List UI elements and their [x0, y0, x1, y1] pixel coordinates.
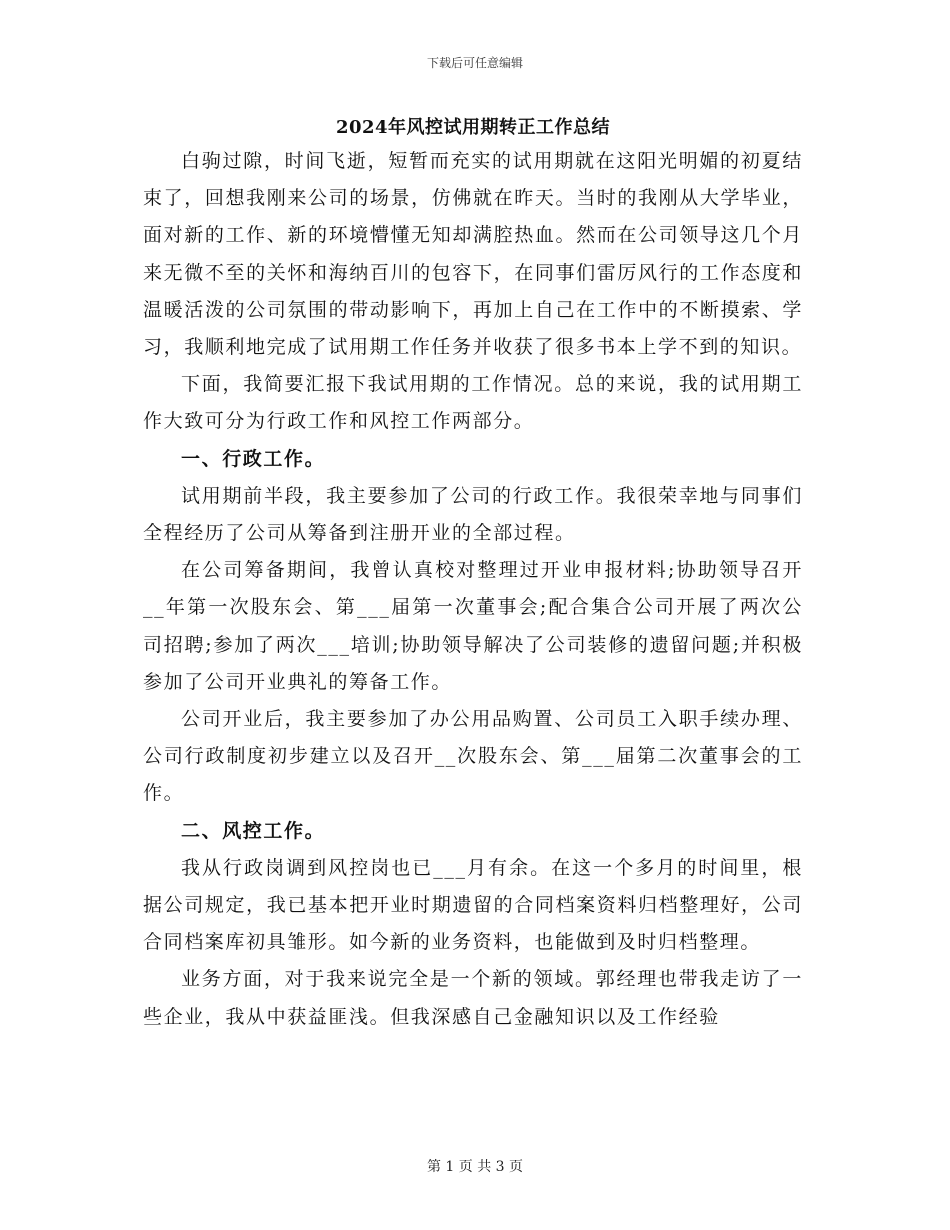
page-header-note: 下载后可任意编辑 — [426, 56, 523, 70]
paragraph-risk-2: 业务方面，对于我来说完全是一个新的领域。郭经理也带我走访了一些企业，我从中获益匪浅。但我深感自己金融知识以及工作经验 — [143, 968, 803, 1028]
document-title: 2024年风控试用期转正工作总结 — [335, 117, 611, 138]
paragraph-overview: 下面，我简要汇报下我试用期的工作情况。总的来说，我的试用期工作大致可分为行政工作和风控工作两部分。 — [143, 373, 803, 433]
paragraph-admin-2: 在公司筹备期间，我曾认真校对整理过开业申报材料;协助领导召开__年第一次股东会、第___届第一次董事会;配合集合公司开展了两次公司招聘;参加了两次___培训;协助领导解决了公司装修的遗留问题;并积极参加了公司开业典礼的筹备工作。 — [143, 559, 803, 693]
page-footer-page-number: 第 1 页 共 3 页 — [426, 1159, 524, 1175]
document-body — [143, 113, 803, 1036]
section-heading-risk: 二、风控工作。 — [181, 819, 326, 842]
paragraph-risk-1: 我从行政岗调到风控岗也已___月有余。在这一个多月的时间里，根据公司规定，我已基本把开业时期遗留的合同档案资料归档整理好，公司合同档案库初具雏形。如今新的业务资料，也能做到及时归档整理。 — [143, 856, 803, 954]
paragraph-admin-1: 试用期前半段，我主要参加了公司的行政工作。我很荣幸地与同事们全程经历了公司从筹备到注册开业的全部过程。 — [143, 484, 803, 545]
paragraph-admin-3: 公司开业后，我主要参加了办公用品购置、公司员工入职手续办理、公司行政制度初步建立以及召开__次股东会、第___届第二次董事会的工作。 — [143, 708, 803, 805]
section-heading-admin: 一、行政工作。 — [181, 447, 326, 470]
paragraph-intro: 白驹过隙，时间飞逝，短暂而充实的试用期就在这阳光明媚的初夏结束了，回想我刚来公司的场景，仿佛就在昨天。当时的我刚从大学毕业，面对新的工作、新的环境懵懂无知却满腔热血。然而在公司领导这几个月来无微不至的关怀和海纳百川的包容下，在同事们雷厉风行的工作态度和温暖活泼的公司氛围的带动影响下，再加上自己在工作中的不断摸索、学习，我顺利地完成了试用期工作任务并收获了很多书本上学不到的知识。 — [143, 150, 803, 359]
